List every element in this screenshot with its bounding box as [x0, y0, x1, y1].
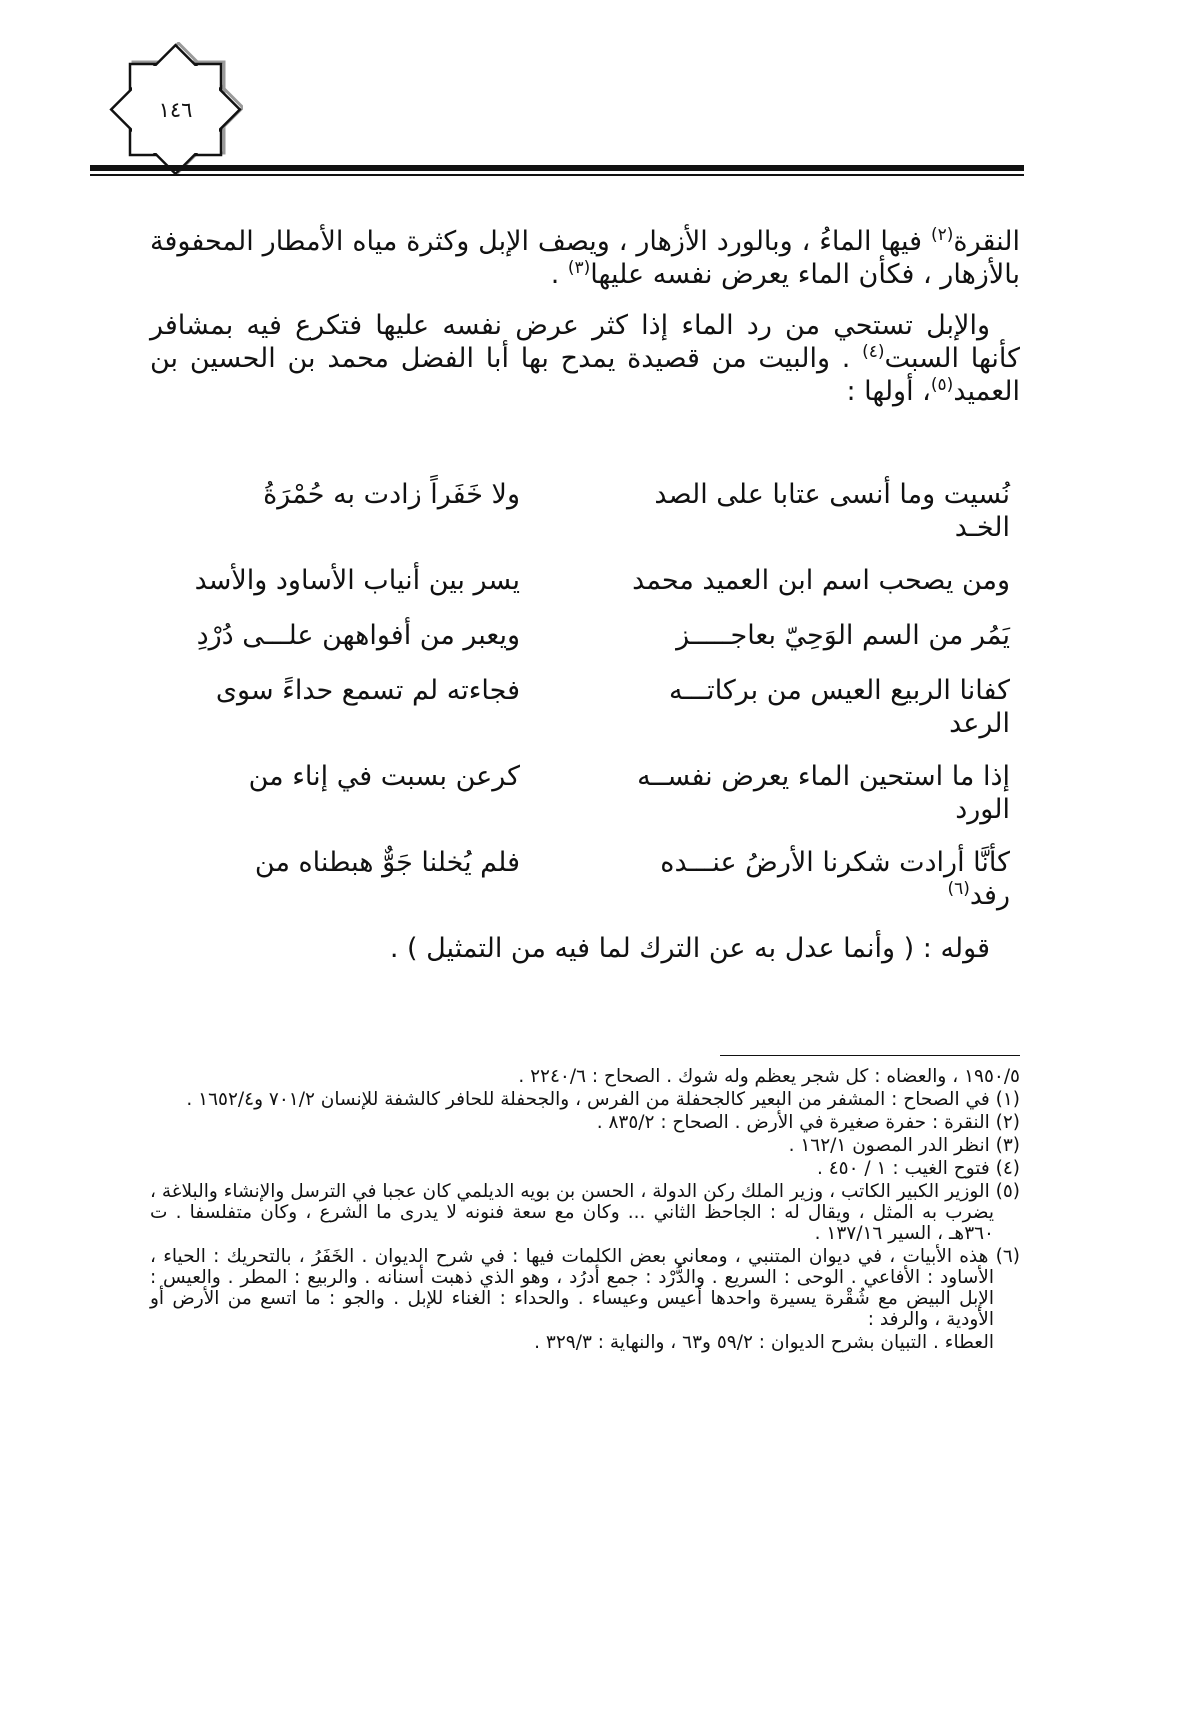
footnote-3: (٣) انظر الدر المصون ١٦٢/١ . [788, 1135, 1020, 1156]
verse [150, 619, 1020, 652]
quote-line: قوله : ( وأنما عدل به عن الترك لما فيه من التمثيل ) . [389, 933, 990, 964]
verse [150, 846, 1020, 912]
footnote-2: (٢) النقرة : حفرة صغيرة في الأرض . الصحاح : ٨٣٥/٢ . [596, 1112, 1020, 1133]
verse [150, 760, 1020, 826]
page-number: ١٤٦ [158, 97, 193, 122]
main-text [150, 225, 1020, 408]
footnote-ref: (٤) [862, 342, 885, 362]
footnote-6-end: العطاء . التبيان بشرح الديوان : ٥٩/٢ و٦٣ ، والنهاية : ٣٢٩/٣ . [534, 1332, 994, 1353]
verse-first-hemistich: نُسيت وما أنسى عتابا على الصد الخـد [654, 479, 1010, 543]
footnote-5: (٥) الوزير الكبير الكاتب ، وزير الملك ركن الدولة ، الحسن بن بويه الديلمي كان عجبا في الترسل والإنشاء والبلاغة ، يضرب به المثل ، ويقال له : الجاحظ الثاني ... وكان مع سعة فنونه لا يدرى ما الشرع ، وكان متفلسفا . ت ٣٦٠هـ ، السير ١٣٧/١٦ . [150, 1181, 1020, 1244]
poem-verses [150, 478, 1020, 965]
footnote-ref: (٥) [930, 375, 954, 395]
verse [150, 478, 1020, 544]
verse [150, 674, 1020, 740]
footnote-ref: (٣) [567, 258, 591, 278]
verse-first-hemistich: ومن يصحب اسم ابن العميد محمد [632, 565, 1010, 596]
verse-second-hemistich: ولا خَفَراً زادت به حُمْرَةُ [263, 479, 520, 510]
verse-second-hemistich: يسر بين أنياب الأساود والأسد [194, 565, 520, 596]
footnotes [150, 1066, 1020, 1355]
footnote-ref: (٦) [947, 879, 970, 899]
verse-second-hemistich: ويعبر من أفواههن علـــى دُرْدِ [196, 620, 520, 651]
header-rule-thick [90, 165, 1024, 171]
verse-second-hemistich: فلم يُخلنا جَوٌّ هبطناه من [254, 847, 520, 878]
footnote-6: (٦) هذه الأبيات ، في ديوان المتنبي ، ومعاني بعض الكلمات فيها : في شرح الديوان . الخَفَرُ ، بالتحريك : الحياء ، الأساود : الأفاعي . الوحى : السريع . والدُّرْد : جمع أدرُد ، وهو الذي ذهبت أسنانه . والربيع : المطر . والعيس : الإبل البيض مع شُقْرة يسيرة واحدها أعيس وعيساء . والحداء : الغناء للإبل . والجو : ما اتسع من الأرض أو الأودية ، والرفد : [150, 1246, 1020, 1330]
header-rule-thin [90, 174, 1024, 176]
footnote-ref: (٢) [931, 225, 954, 245]
footnote-carry-over: ١٩٥٠/٥ ، والعضاه : كل شجر يعظم وله شوك . الصحاح : ٢٢٤٠/٦ . [518, 1066, 1020, 1087]
verse [150, 564, 1020, 597]
verse-first-hemistich: يَمُر من السم الوَحِيّ بعاجـــــز [676, 620, 1010, 651]
verse-first-hemistich: كأنَّا أرادت شكرنا الأرضُ عنـــده رفد$^{(٦)}$ [660, 847, 1010, 911]
paragraph-2: والإبل تستحي من رد الماء إذا كثر عرض نفسه عليها فتكرع فيه بمشافر كأنها السبت$^{(٤)}$ . والبيت من قصيدة يمدح بها أبا الفضل محمد بن الحسين بن العميد$^{(٥)}$، أولها : [150, 310, 1021, 407]
verse-second-hemistich: فجاءته لم تسمع حداءً سوى [215, 675, 520, 706]
footnote-4: (٤) فتوح الغيب : ١ / ٤٥٠ . [816, 1158, 1020, 1179]
verse-second-hemistich: كرعن بسبت في إناء من [248, 761, 520, 792]
verse-first-hemistich: كفانا الربيع العيس من بركاتـــه الرعد [668, 675, 1010, 739]
paragraph-1: النقرة$^{(٢)}$ فيها الماءُ ، وبالورد الأزهار ، ويصف الإبل وكثرة مياه الأمطار المحفوفة بالأزهار ، فكأن الماء يعرض نفسه عليها$^{(٣)}$ . [150, 225, 1020, 290]
footnote-separator [720, 1055, 1020, 1056]
footnote-1: (١) في الصحاح : المشفر من البعير كالجحفلة من الفرس ، والجحفلة للحافر كالشفة للإنسان ٧٠١/٢ و١٦٥٢/٤ . [186, 1089, 1020, 1110]
verse-first-hemistich: إذا ما استحين الماء يعرض نفســه الورد [637, 761, 1010, 825]
